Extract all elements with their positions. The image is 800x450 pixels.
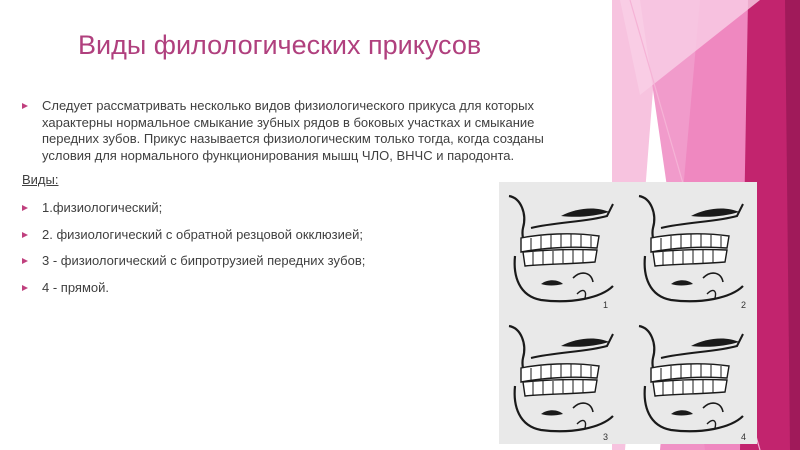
panel-number: 4 [741,432,747,442]
triangle-bullet-icon [22,205,28,211]
types-heading: Виды: [22,172,59,188]
slide-title: Виды филологических прикусов [78,30,482,60]
list-item-text: 1.физиологический; [42,199,163,215]
list-item [22,253,582,270]
panel-number: 2 [741,300,747,310]
jaw-panel-1 [509,196,613,301]
panel-number: 1 [603,300,609,310]
list-item-text: 2. физиологический с обратной резцовой окклюзией; [42,226,364,242]
list-item [22,200,582,217]
triangle-bullet-icon [22,232,28,238]
list-item [22,280,582,297]
list-item-text: 4 - прямой. [42,279,109,295]
list-item [22,227,582,244]
triangle-bullet-icon [22,258,28,264]
bite-types-figure [499,182,757,444]
slide-body [22,98,582,306]
triangle-bullet-icon [22,285,28,291]
triangle-bullet-icon [22,103,28,109]
jaw-illustrations [499,182,757,444]
list-item-text: 3 - физиологический с бипротрузией передних зубов; [42,253,366,269]
jaw-panel-3 [509,326,613,431]
intro-paragraph [22,98,582,164]
intro-text: Следует рассматривать несколько видов физиологического прикуса для которых характерны нормальное смыкание зубных рядов в боковых участках и смыкание передних зубов. Прикус называется физиологическим только тогда, когда созданы условия для нормального функционирования мышц ЧЛО, ВНЧС и пародонта. [42,98,544,163]
panel-number: 3 [603,432,609,442]
jaw-panel-2 [639,196,743,301]
jaw-panel-4 [639,326,743,431]
